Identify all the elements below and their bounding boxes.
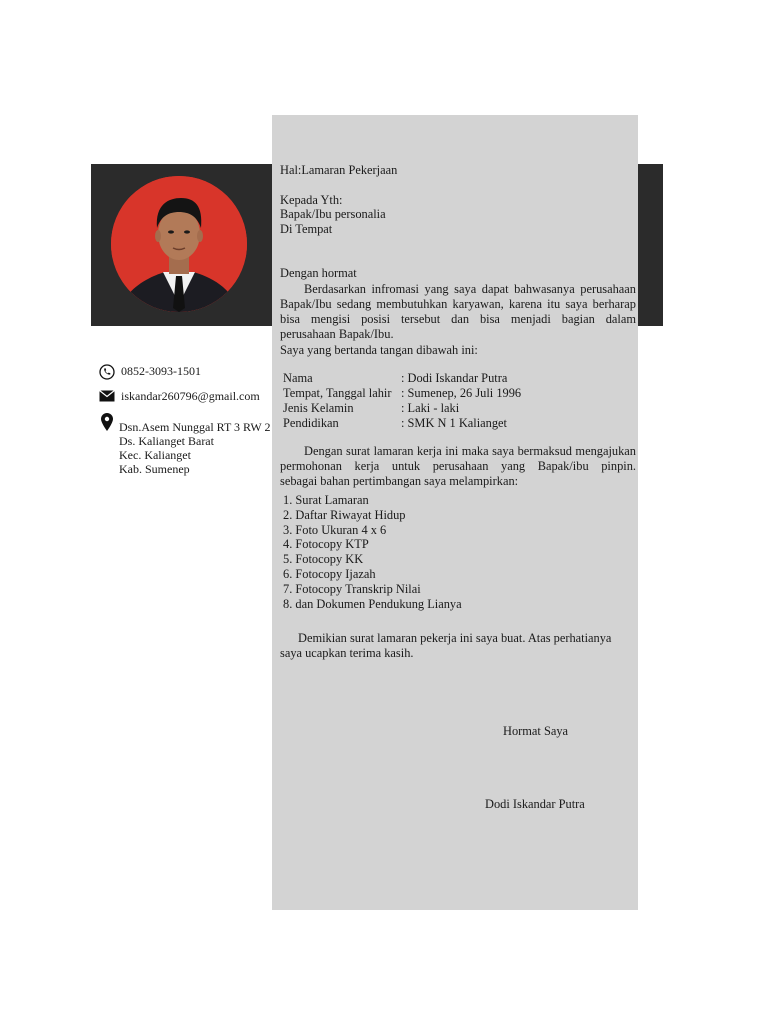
list-item: 2. Daftar Riwayat Hidup	[283, 507, 406, 522]
list-item: 5. Fotocopy KK	[283, 552, 364, 567]
closing-line: Demikian surat lamaran pekerja ini saya buat. Atas perhatianya	[298, 631, 612, 645]
letter-panel	[272, 115, 638, 910]
profile-photo	[111, 176, 247, 312]
detail-label: Pendidikan	[283, 416, 339, 430]
intro-line: Berdasarkan infromasi yang saya dapat bahwasanya perusahaan	[304, 282, 636, 296]
sign-off: Hormat Saya	[503, 724, 569, 738]
detail-value: : SMK N 1 Kalianget	[401, 416, 507, 430]
list-item: 1. Surat Lamaran	[283, 493, 369, 507]
detail-value: : Dodi Iskandar Putra	[401, 371, 508, 385]
intro-paragraph	[280, 282, 636, 342]
phone-icon	[99, 364, 115, 380]
attachments-list	[283, 493, 462, 611]
phone-number: 0852-3093-1501	[121, 364, 201, 378]
letter-subject: Hal:Lamaran Pekerjaan	[280, 163, 398, 177]
detail-value: : Sumenep, 26 Juli 1996	[401, 386, 522, 400]
header-band-right	[638, 164, 663, 326]
address-line: Kab. Sumenep	[119, 462, 190, 476]
recipient-line: Bapak/Ibu personalia	[280, 207, 386, 221]
list-item: 4. Fotocopy KTP	[283, 537, 369, 552]
address-block	[119, 420, 271, 476]
recipient-line: Kepada Yth:	[280, 193, 343, 207]
address-line: Ds. Kalianget Barat	[119, 434, 214, 448]
detail-label: Tempat, Tanggal lahir	[283, 386, 392, 400]
email-address: iskandar260796@gmail.com	[121, 389, 260, 403]
intro-line: perusahaan Bapak/Ibu.	[280, 327, 394, 341]
application-line: sebagai bahan pertimbangan saya melampirkan:	[280, 474, 519, 488]
closing-line: saya ucapkan terima kasih.	[280, 646, 414, 660]
application-paragraph	[280, 444, 636, 489]
address-line: Kec. Kalianget	[119, 448, 191, 462]
recipient-line: Di Tempat	[280, 222, 333, 236]
detail-value: : Laki - laki	[401, 401, 460, 415]
list-item: 8. dan Dokumen Pendukung Lianya	[283, 596, 462, 611]
list-item: 6. Fotocopy Ijazah	[283, 566, 376, 581]
intro-line: Bapak/Ibu sedang membutuhkan karyawan, karena itu saya berharap	[280, 297, 636, 311]
list-item: 7. Fotocopy Transkrip Nilai	[283, 581, 421, 596]
detail-label: Nama	[283, 371, 313, 385]
application-line: permohonan kerja untuk perusahaan yang Bapak/ibu pinpin.	[280, 459, 636, 473]
address-line: Dsn.Asem Nunggal RT 3 RW 2	[119, 420, 271, 434]
greeting: Dengan hormat	[280, 266, 357, 280]
detail-label: Jenis Kelamin	[283, 401, 354, 415]
signer-name: Dodi Iskandar Putra	[485, 797, 585, 811]
list-item: 3. Foto Ukuran 4 x 6	[283, 522, 387, 537]
signed-intro: Saya yang bertanda tangan dibawah ini:	[280, 343, 478, 357]
location-pin-icon	[101, 413, 117, 429]
email-icon	[99, 390, 115, 406]
application-line: Dengan surat lamaran kerja ini maka saya bermaksud mengajukan	[304, 444, 636, 458]
intro-line: bisa mengisi posisi tersebut dan bisa menjadi bagian dalam	[280, 312, 636, 326]
